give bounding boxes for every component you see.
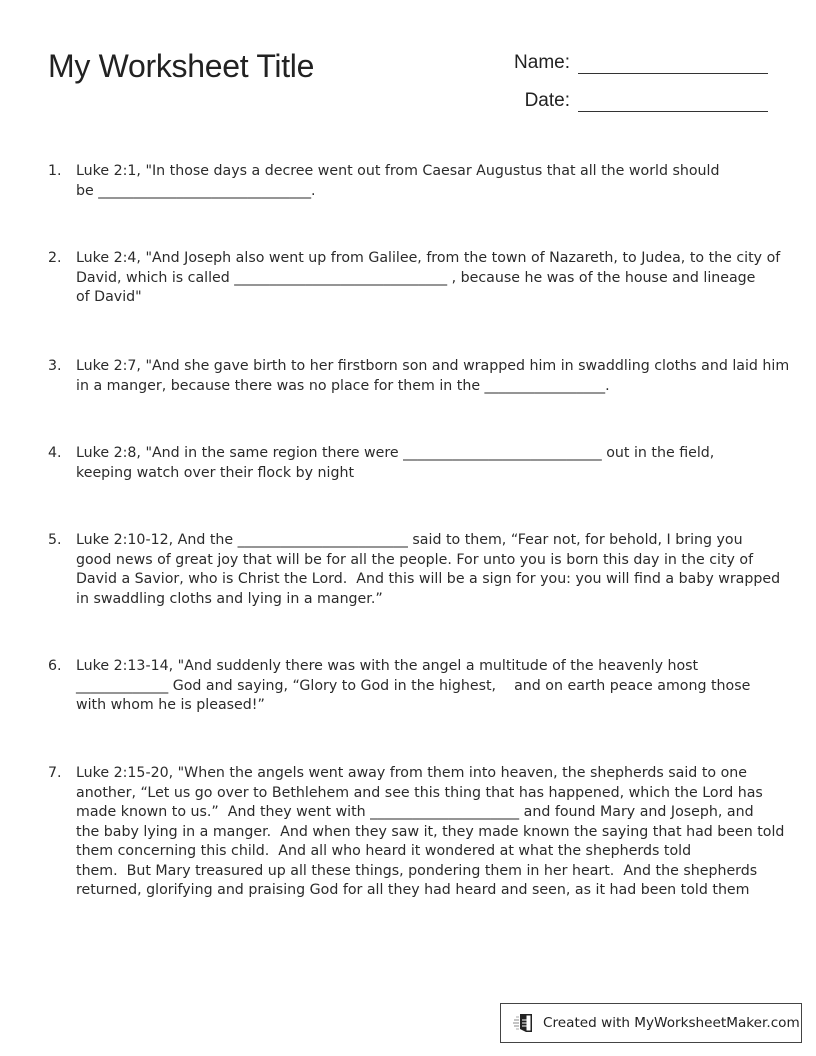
created-with-badge[interactable] bbox=[500, 1003, 802, 1043]
question-line: returned, glorifying and praising God for all they had heard and seen, as it had been told them bbox=[76, 882, 750, 898]
date-blank-line bbox=[578, 91, 768, 112]
date-label: Date: bbox=[524, 90, 570, 111]
worksheet-title: My Worksheet Title bbox=[48, 48, 315, 84]
question-line: Luke 2:15-20, "When the angels went away from them into heaven, the shepherds said to one bbox=[76, 765, 747, 781]
name-blank-line bbox=[578, 53, 768, 74]
worksheet-maker-logo-icon bbox=[513, 1012, 537, 1034]
question-text bbox=[76, 249, 781, 308]
question-number: 4. bbox=[48, 445, 62, 461]
question-number: 7. bbox=[48, 765, 62, 781]
question-text bbox=[76, 357, 790, 396]
question-number: 1. bbox=[48, 163, 62, 179]
question-line: _____________ God and saying, “Glory to God in the highest, and on earth peace among those bbox=[76, 677, 751, 694]
question-line: of David" bbox=[76, 289, 142, 305]
question-line: Luke 2:7, "And she gave birth to her firstborn son and wrapped him in swaddling cloths and laid him bbox=[76, 358, 790, 374]
question-line: them concerning this child. And all who heard it wondered at what the shepherds told bbox=[76, 843, 692, 859]
date-field bbox=[500, 90, 768, 112]
question-item bbox=[48, 444, 776, 483]
question-item bbox=[48, 764, 785, 901]
question-item bbox=[48, 531, 781, 609]
question-line: in swaddling cloths and lying in a manger.” bbox=[76, 590, 383, 607]
question-line: made known to us.” And they went with _____________________ and found Mary and Joseph, and bbox=[76, 804, 754, 820]
question-line: Luke 2:8, "And in the same region there were ____________________________ out in the field, bbox=[76, 445, 715, 461]
question-line: keeping watch over their flock by night bbox=[76, 464, 355, 481]
question-line: in a manger, because there was no place for them in the _________________. bbox=[76, 377, 610, 394]
question-line: them. But Mary treasured up all these things, pondering them in her heart. And the shepherds bbox=[76, 862, 758, 879]
question-text bbox=[76, 531, 781, 609]
question-line: Luke 2:10-12, And the ________________________ said to them, “Fear not, for behold, I bring you bbox=[76, 532, 743, 548]
question-line: be ______________________________. bbox=[76, 182, 316, 199]
question-line: the baby lying in a manger. And when they saw it, they made known the saying that had been told bbox=[76, 823, 785, 840]
question-text bbox=[76, 657, 776, 716]
question-line: David, which is called ______________________________ , because he was of the house and lineage bbox=[76, 269, 756, 286]
question-item bbox=[48, 657, 776, 716]
question-line: another, “Let us go over to Bethlehem and see this thing that has happened, which the Lord has bbox=[76, 784, 763, 801]
question-item bbox=[48, 162, 776, 201]
question-text bbox=[76, 764, 785, 901]
question-line: Luke 2:1, "In those days a decree went out from Caesar Augustus that all the world should bbox=[76, 163, 720, 179]
question-line: good news of great joy that will be for all the people. For unto you is born this day in the city of bbox=[76, 551, 754, 568]
question-line: Luke 2:13-14, "And suddenly there was with the angel a multitude of the heavenly host bbox=[76, 658, 699, 674]
question-number: 6. bbox=[48, 658, 62, 674]
question-line: Luke 2:4, "And Joseph also went up from Galilee, from the town of Nazareth, to Judea, to the city of bbox=[76, 250, 781, 266]
name-label: Name: bbox=[514, 52, 570, 73]
name-field bbox=[500, 52, 768, 74]
question-number: 5. bbox=[48, 532, 62, 548]
created-with-text: Created with MyWorksheetMaker.com bbox=[543, 1015, 800, 1031]
question-item bbox=[48, 249, 781, 308]
question-item bbox=[48, 357, 790, 396]
question-line: David a Savior, who is Christ the Lord. And this will be a sign for you: you will find a baby wrapped bbox=[76, 571, 781, 587]
question-number: 3. bbox=[48, 358, 62, 374]
question-number: 2. bbox=[48, 250, 62, 266]
question-text bbox=[76, 444, 776, 483]
question-text bbox=[76, 162, 776, 201]
question-line: with whom he is pleased!” bbox=[76, 697, 265, 713]
